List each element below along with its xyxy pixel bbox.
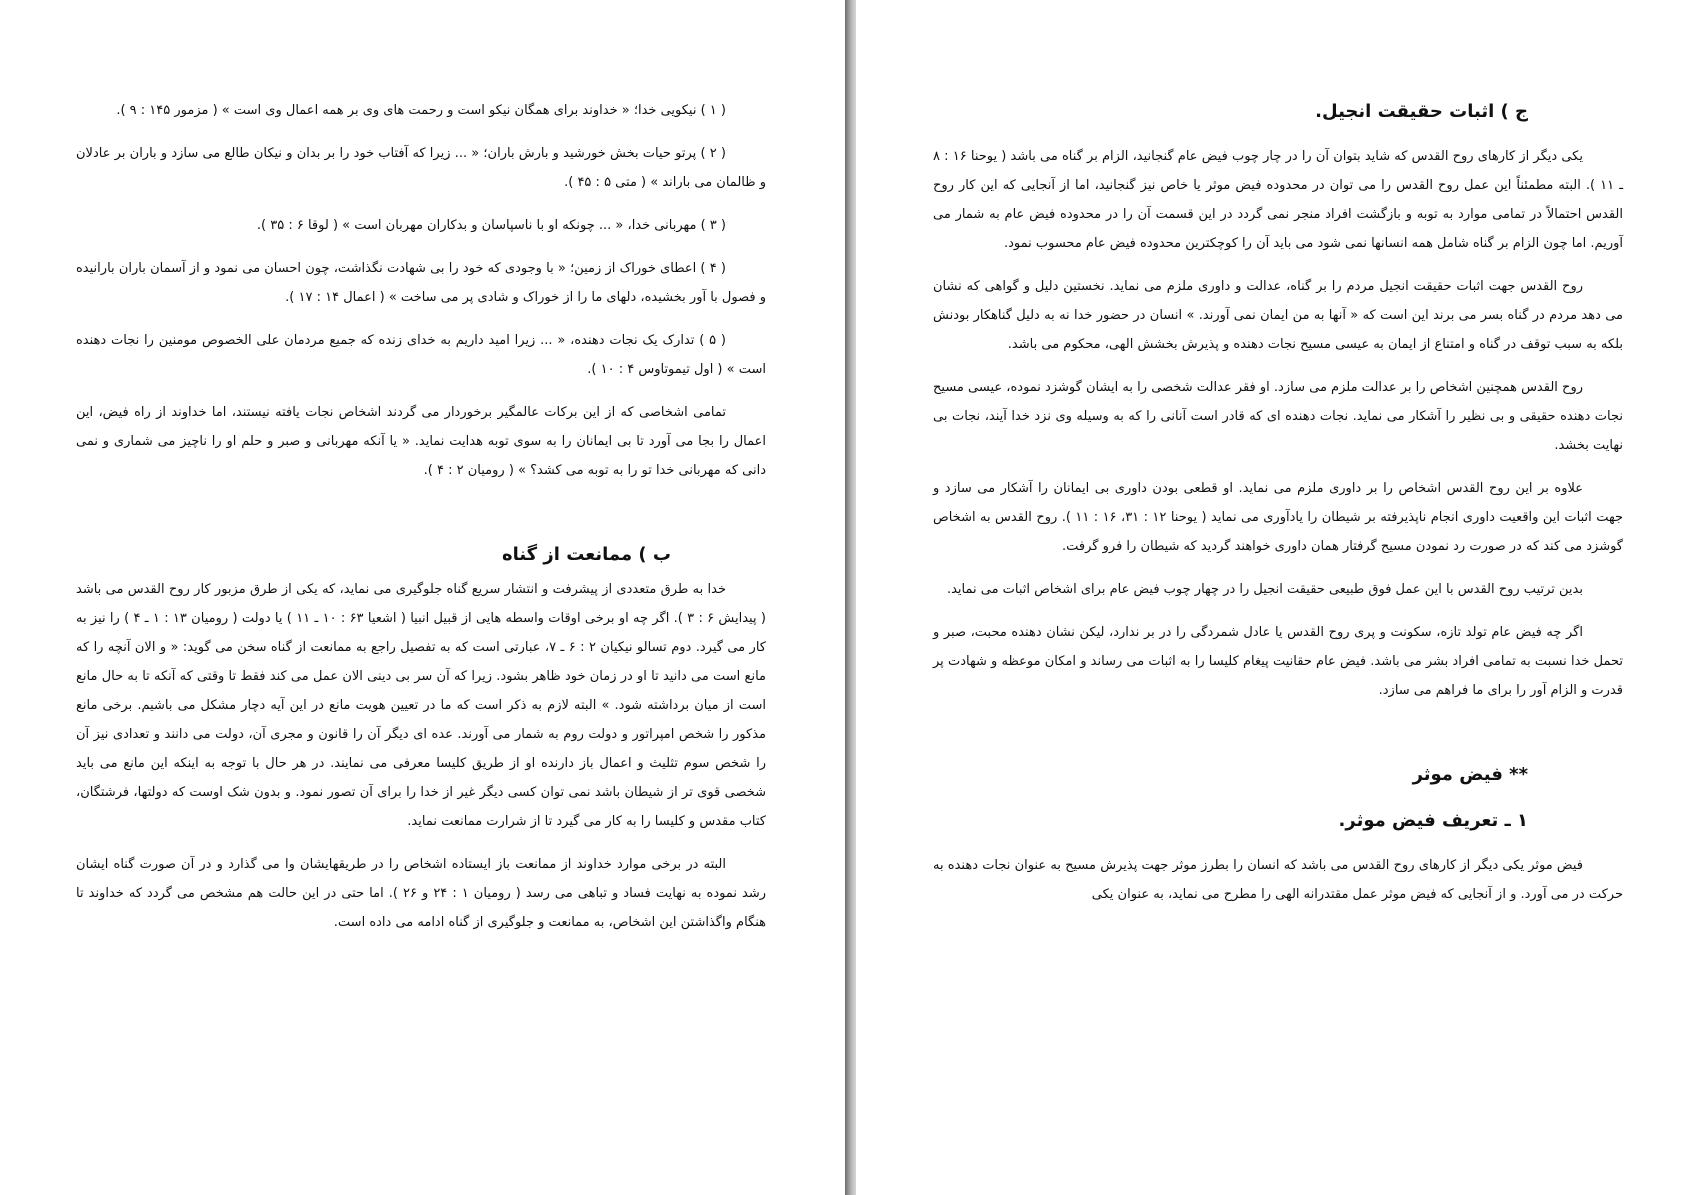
page-right-text-column — [933, 96, 1623, 923]
paragraph: روح القدس جهت اثبات حقیقت انجیل مردم را بر گناه، عدالت و داوری ملزم می نماید. نخستین دلیل و گواهی که نشان می دهد مردم در گناه بسر می برند این است که « آنها به من ایمان نمی آورند. » انسان در حضور خدا نه به دلیل گناهکار بودنش بلکه به سبب توقف در گناه و امتناع از ایمان به عیسی مسیح نجات دهنده و پذیرش بخشش الهی، محکوم می باشد. — [933, 279, 1623, 352]
section-heading: ۱ ـ تعریف فیض موثر. — [1338, 810, 1528, 831]
paragraph: ( ۲ ) پرتو حیات بخش خورشید و بارش باران؛ « ... زیرا که آفتاب خود را بر بدان و نیکان طالع می سازد و باران بر عادلان و ظالمان می باراند » ( متی ۵ : ۴۵ ). — [76, 146, 766, 190]
paragraph: البته در برخی موارد خداوند از ممانعت باز ایستاده اشخاص را در طریقهایشان وا می گذارد و در آن صورت گناه ایشان رشد نموده به نهایت فساد و تباهی می رسد ( رومیان ۱ : ۲۴ و ۲۶ ). اما حتی در این حالت هم مشخص می گردد که خداوند تا هنگام واگذاشتن این اشخاص، به ممانعت و جلوگیری از گناه ادامه می داده است. — [76, 857, 766, 930]
section-heading: ** فیض موثر — [1412, 764, 1528, 785]
paragraph: ( ۱ ) نیکویی خدا؛ « خداوند برای همگان نیکو است و رحمت های وی بر همه اعمال وی است » ( مزمور ۱۴۵ : ۹ ). — [116, 103, 726, 118]
document-page-left — [0, 0, 845, 1195]
paragraph: ( ۵ ) تدارک یک نجات دهنده، « ... زیرا امید داریم به خدای زنده که جمیع مردمان علی الخصوص مومنین را نجات دهنده است » ( اول تیموتاوس ۴ : ۱۰ ). — [76, 333, 766, 377]
section-heading: ب ) ممانعت از گناه — [501, 544, 671, 565]
section-spacer — [76, 499, 766, 539]
section-spacer — [933, 791, 1623, 805]
page-gutter-divider — [845, 0, 856, 1195]
section-spacer — [933, 837, 1623, 851]
section-heading: ج ) اثبات حقیقت انجیل. — [1315, 101, 1528, 122]
paragraph: یکی دیگر از کارهای روح القدس که شاید بتوان آن را در چار چوب فیض عام گنجانید، الزام بر گناه می باشد ( یوحنا ۱۶ : ۸ ـ ۱۱ ). البته مطمئناً این عمل روح القدس را می توان در محدوده فیض موثر یا خاص نیز گنجانید، اما از آنجایی که این کار روح القدس احتمالاً در تمامی موارد به توبه و بازگشت افراد منجر نمی گردد در این قسمت آن را در محدوده فیض عام به شمار می آوریم. اما چون الزام بر گناه شامل همه انسانها نمی شود می باید آن را کوچکترین محدوده فیض عام محسوب نمود. — [933, 149, 1623, 251]
paragraph: روح القدس همچنین اشخاص را بر عدالت ملزم می سازد. او فقر عدالت شخصی را به ایشان گوشزد نموده، عیسی مسیح نجات دهنده حقیقی و بی نظیر را آشکار می نماید. نجات دهنده ای که قادر است آنانی را که به وسیله وی نزد خدا آیند، نجات بی نهایت بخشد. — [933, 380, 1623, 453]
paragraph: علاوه بر این روح القدس اشخاص را بر داوری ملزم می نماید. او قطعی بودن داوری بی ایمانان را آشکار می سازد و جهت اثبات این واقعیت داوری انجام ناپذیرفته بر شیطان را یادآوری می نماید ( یوحنا ۱۲ : ۳۱، ۱۶ : ۱۱ ). روح القدس به اشخاص گوشزد می کند که در صورت رد نمودن مسیح گرفتار همان داوری خواهند گردید که شیطان را فرو گرفت. — [933, 481, 1623, 554]
paragraph: ( ۴ ) اعطای خوراک از زمین؛ « با وجودی که خود را بی شهادت نگذاشت، چون احسان می نمود و از آسمان باران بارانیده و فصول با آور بخشیده، دلهای ما را از خوراک و شادی پر می ساخت » ( اعمال ۱۴ : ۱۷ ). — [76, 261, 766, 305]
paragraph: تمامی اشخاصی که از این برکات عالمگیر برخوردار می گردند اشخاص نجات یافته نیستند، اما خداوند از راه فیض، این اعمال را بجا می آورد تا بی ایمانان را به سوی توبه هدایت نماید. « یا آنکه مهربانی و صبر و حلم او را ناچیز می شماری و نمی دانی که مهربانی خدا تو را به توبه می کشد؟ » ( رومیان ۲ : ۴ ). — [76, 405, 766, 478]
paragraph: فیض موثر یکی دیگر از کارهای روح القدس می باشد که انسان را بطرز موثر جهت پذیرش مسیح به عنوان نجات دهنده به حرکت در می آورد. و از آنجایی که فیض موثر عمل مقتدرانه الهی را مطرح می نماید، به عنوان یکی — [933, 858, 1623, 902]
paragraph: بدین ترتیب روح القدس با این عمل فوق طبیعی حقیقت انجیل را در چهار چوب فیض عام برای اشخاص اثبات می نماید. — [946, 582, 1583, 597]
paragraph: اگر چه فیض عام تولد تازه، سکونت و پری روح القدس یا عادل شمردگی را در بر ندارد، لیکن نشان دهنده محبت، صبر و تحمل خدا نسبت به تمامی افراد بشر می باشد. فیض عام حقانیت پیغام کلیسا را به اثبات می رساند و امکان موعظه و شهادت پر قدرت و الزام آور را برای ما فراهم می سازد. — [933, 625, 1623, 698]
section-spacer — [933, 128, 1623, 142]
paragraph: ( ۳ ) مهربانی خدا، « ... چونکه او با ناسپاسان و بدکاران مهربان است » ( لوقا ۶ : ۳۵ ). — [256, 218, 726, 233]
paragraph: خدا به طرق متعددی از پیشرفت و انتشار سریع گناه جلوگیری می نماید، که یکی از طرق مزبور کار روح القدس می باشد ( پیدایش ۶ : ۳ ). اگر چه او برخی اوقات واسطه هایی از قبیل انبیا ( اشعیا ۶۳ : ۱۰ ـ ۱۱ ) یا دولت ( رومیان ۱۳ : ۱ ـ ۴ ) را نیز به کار می گیرد. دوم تسالو نیکیان ۲ : ۶ ـ ۷، عبارتی است که به تفصیل راجع به ممانعت از گناه سخن می گوید: « و الان آنچه را که مانع است می دانید تا او در زمان خود ظاهر بشود. زیرا که آن سر بی دینی الان عمل می کند فقط تا وقتی که آنکه تا به حال مانع است از میان برداشته شود. » البته لازم به ذکر است که ما در تعیین هویت مانع در این آیه دچار مشکل می باشیم. برخی مانع مذکور را شخص امپراتور و دولت روم به شمار می آورند. عده ای دیگر آن را قانون و مجری آن، دولت می دانند و تعدادی نیز آن را شخص سوم تثلیث و اعمال باز دارنده او از طریق کلیسا معرفی می نمایند. در هر حال با توجه به اینکه این مانع می باید شخصی قوی تر از شیطان باشد نمی توان کسی دیگر غیر از خدا را برای آن تصور نمود. و بدون شک اوست که دولتها، فرشتگان، کتاب مقدس و کلیسا را به کار می گیرد تا از شرارت ممانعت نماید. — [76, 582, 766, 829]
document-page-right — [856, 0, 1696, 1195]
section-spacer — [933, 719, 1623, 759]
page-left-text-column — [76, 96, 766, 951]
